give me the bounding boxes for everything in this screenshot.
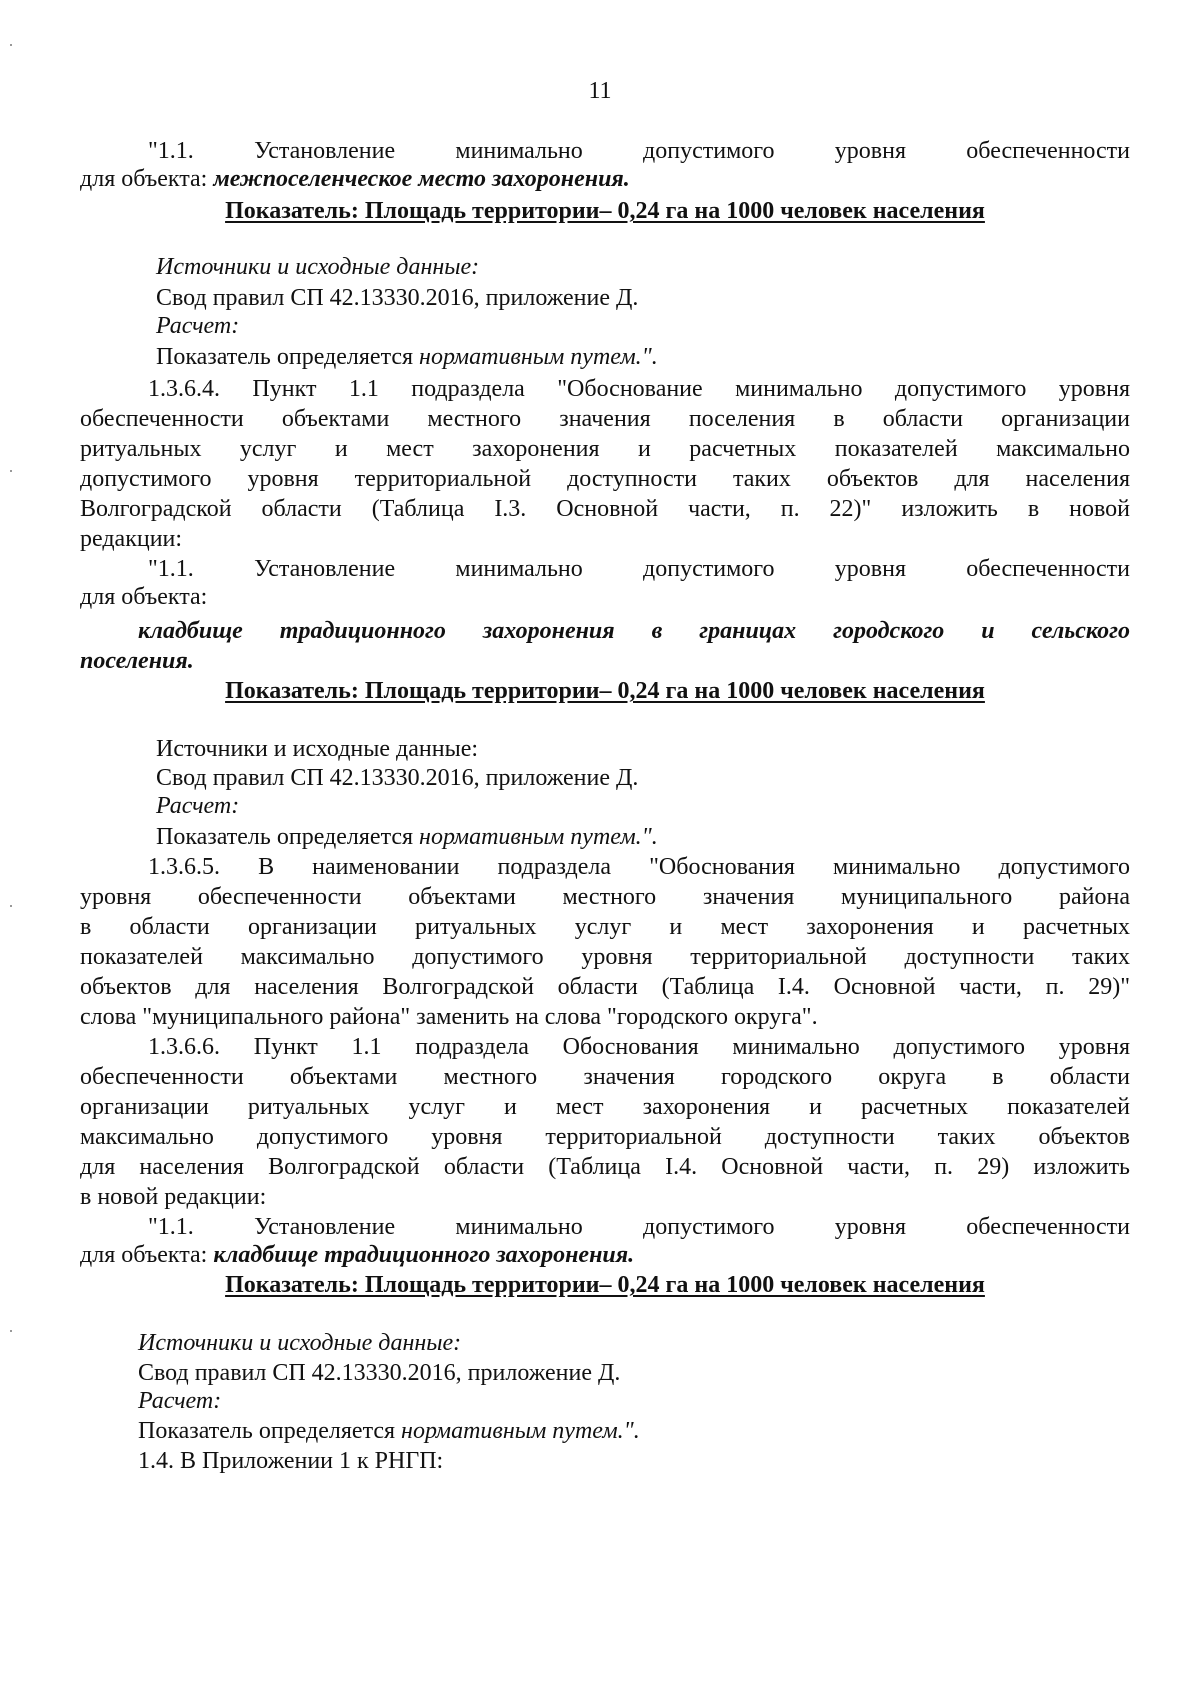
item-1365-line: уровня обеспеченности объектами местного значения муниципального района [80, 884, 1130, 910]
block3-object: кладбище традиционного захоронения. [213, 1242, 635, 1268]
block3-calc-method: нормативным путем.". [401, 1418, 640, 1444]
block3-calc-prefix: Показатель определяется [138, 1418, 402, 1444]
item-1366-line: максимально допустимого уровня территориальной доступности таких объектов [80, 1124, 1130, 1150]
item-1364-line: редакции: [80, 526, 183, 552]
block3-indicator-heading: Показатель: Площадь территории– 0,24 га на 1000 человек населения [225, 1272, 985, 1298]
item-1366-line: для населения Волгоградской области (Таблица I.4. Основной части, п. 29) изложить [80, 1154, 1130, 1180]
item-1366-line: организации ритуальных услуг и мест захоронения и расчетных показателей [80, 1094, 1130, 1120]
block2-object-line2: поселения. [80, 648, 194, 674]
item-1365-line: слова "муниципального района" заменить на слова "городского округа". [80, 1004, 818, 1030]
block1-line1: "1.1. Установление минимально допустимого уровня обеспеченности [148, 138, 1130, 164]
block2-source: Свод правил СП 42.13330.2016, приложение Д. [156, 765, 639, 791]
block2-object-line1: кладбище традиционного захоронения в границах городского и сельского [138, 618, 1130, 644]
item-1364-line: допустимого уровня территориальной доступности таких объектов для населения [80, 466, 1130, 492]
item-1366-line: обеспеченности объектами местного значения городского округа в области [80, 1064, 1130, 1090]
item-1364-line: Волгоградской области (Таблица I.3. Основной части, п. 22)" изложить в новой [80, 496, 1130, 522]
block2-line1: "1.1. Установление минимально допустимого уровня обеспеченности [148, 556, 1130, 582]
block1-indicator-heading: Показатель: Площадь территории– 0,24 га на 1000 человек населения [225, 198, 985, 224]
item-1365-line: 1.3.6.5. В наименовании подраздела "Обоснования минимально допустимого [148, 854, 1130, 880]
block1-calc-text [156, 342, 1130, 372]
block1-calc-prefix: Показатель определяется [156, 344, 420, 370]
block3-calc-label: Расчет: [138, 1388, 222, 1414]
block3-line1: "1.1. Установление минимально допустимого уровня обеспеченности [148, 1214, 1130, 1240]
block1-source: Свод правил СП 42.13330.2016, приложение Д. [156, 285, 639, 311]
item-14-text: 1.4. В Приложении 1 к РНГП: [138, 1448, 444, 1474]
scan-mark [10, 905, 12, 907]
block1-calc-label: Расчет: [156, 313, 240, 339]
block2-sources-label: Источники и исходные данные: [156, 736, 479, 762]
block1-sources-label: Источники и исходные данные: [156, 254, 480, 280]
block2-calc-method: нормативным путем.". [419, 824, 658, 850]
block1-line2 [80, 164, 1130, 194]
block2-calc-text [156, 822, 1130, 852]
block1-object: межпоселенческое место захоронения. [213, 166, 630, 192]
item-1365-line: в области организации ритуальных услуг и мест захоронения и расчетных [80, 914, 1130, 940]
item-1366-line: 1.3.6.6. Пункт 1.1 подраздела Обоснования минимально допустимого уровня [148, 1034, 1130, 1060]
block2-line2: для объекта: [80, 584, 208, 610]
block3-sources-label: Источники и исходные данные: [138, 1330, 462, 1356]
item-1365-line: объектов для населения Волгоградской области (Таблица I.4. Основной части, п. 29)" [80, 974, 1130, 1000]
scan-mark [10, 44, 12, 46]
block2-indicator-heading: Показатель: Площадь территории– 0,24 га на 1000 человек населения [225, 678, 985, 704]
block3-source: Свод правил СП 42.13330.2016, приложение Д. [138, 1360, 621, 1386]
item-1364-line: обеспеченности объектами местного значения поселения в области организации [80, 406, 1130, 432]
item-1365-line: показателей максимально допустимого уровня территориальной доступности таких [80, 944, 1130, 970]
block2-calc-prefix: Показатель определяется [156, 824, 420, 850]
scan-mark [10, 470, 12, 472]
block2-calc-label: Расчет: [156, 793, 240, 819]
block3-line2 [80, 1240, 1130, 1270]
page-number: 11 [588, 78, 612, 104]
item-1366-line: в новой редакции: [80, 1184, 267, 1210]
block3-calc-text [138, 1416, 1130, 1446]
scan-mark [10, 1330, 12, 1332]
block3-line2-prefix: для объекта: [80, 1242, 214, 1268]
block1-calc-method: нормативным путем.". [419, 344, 658, 370]
item-1364-line: ритуальных услуг и мест захоронения и расчетных показателей максимально [80, 436, 1130, 462]
item-1364-line: 1.3.6.4. Пункт 1.1 подраздела "Обоснование минимально допустимого уровня [148, 376, 1130, 402]
block1-line2-prefix: для объекта: [80, 166, 214, 192]
